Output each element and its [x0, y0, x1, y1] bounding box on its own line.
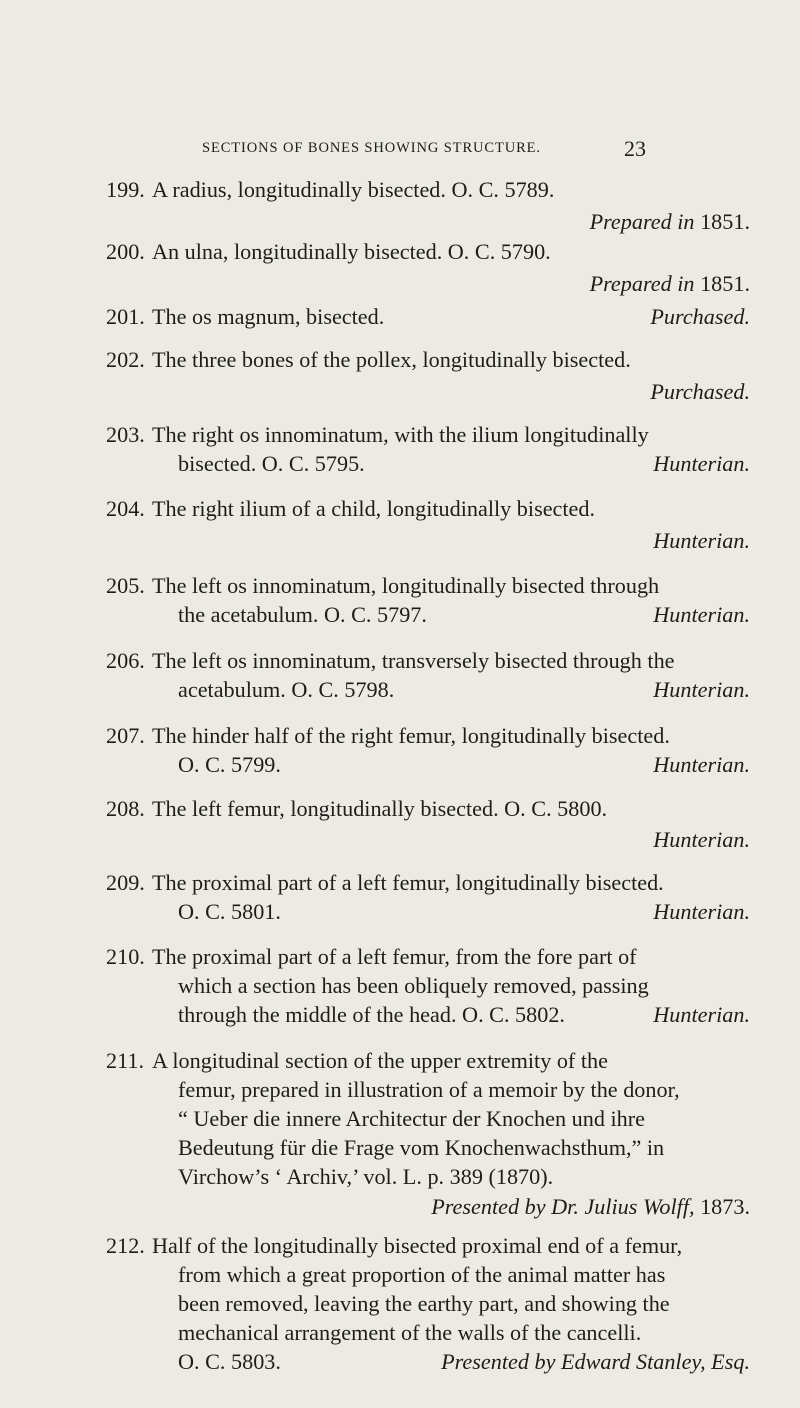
entry-source: Hunterian.	[653, 1002, 750, 1027]
entry-number: 200.	[106, 239, 145, 264]
entry-number: 212.	[106, 1233, 145, 1258]
entry-text: “ Ueber die innere Architectur der Knochen und ihre	[178, 1106, 645, 1131]
entry-source: Prepared in 1851.	[589, 271, 750, 296]
entry-text: femur, prepared in illustration of a memoir by the donor,	[178, 1077, 680, 1102]
entry-number: 206.	[106, 648, 145, 673]
entry-number: 210.	[106, 944, 145, 969]
entry-text: been removed, leaving the earthy part, and showing the	[178, 1291, 670, 1316]
entry-text: through the middle of the head. O. C. 5802.	[178, 1002, 565, 1027]
entry-text: Virchow’s ‘ Archiv,’ vol. L. p. 389 (1870).	[178, 1164, 554, 1189]
entry-text: the acetabulum. O. C. 5797.	[178, 602, 427, 627]
entry-number: 207.	[106, 723, 145, 748]
entry-number: 199.	[106, 177, 145, 202]
entry-source: Hunterian.	[653, 752, 750, 777]
entry-text: A radius, longitudinally bisected. O. C. 5789.	[152, 177, 555, 202]
entry-source: Hunterian.	[653, 528, 750, 553]
entry-text: The os magnum, bisected.	[152, 304, 385, 329]
entry-text: The left os innominatum, longitudinally bisected through	[152, 573, 660, 598]
entry-number: 204.	[106, 496, 145, 521]
entry-source: Prepared in 1851.	[589, 209, 750, 234]
entry-text: Half of the longitudinally bisected proximal end of a femur,	[152, 1233, 683, 1258]
entry-number: 205.	[106, 573, 145, 598]
entry-number: 208.	[106, 796, 145, 821]
entry-number: 201.	[106, 304, 145, 329]
entry-text: The right os innominatum, with the ilium longitudinally	[152, 422, 649, 447]
entry-text: The three bones of the pollex, longitudinally bisected.	[152, 347, 631, 372]
entry-text: acetabulum. O. C. 5798.	[178, 677, 395, 702]
entry-text: An ulna, longitudinally bisected. O. C. 5790.	[152, 239, 551, 264]
entry-source: Presented by Edward Stanley, Esq.	[441, 1349, 750, 1374]
page-header	[0, 138, 800, 162]
entry-text: from which a great proportion of the animal matter has	[178, 1262, 666, 1287]
entry-text: mechanical arrangement of the walls of the cancelli.	[178, 1320, 642, 1345]
entry-text: The proximal part of a left femur, from the fore part of	[152, 944, 637, 969]
entry-source: Hunterian.	[653, 677, 750, 702]
entry-number: 209.	[106, 870, 145, 895]
entry-text: The left femur, longitudinally bisected. O. C. 5800.	[152, 796, 608, 821]
running-title: SECTIONS OF BONES SHOWING STRUCTURE.	[202, 140, 541, 156]
entry-text: The proximal part of a left femur, longitudinally bisected.	[152, 870, 664, 895]
entry-source: Purchased.	[650, 379, 750, 404]
entry-text: O. C. 5803.	[178, 1349, 281, 1374]
entry-number: 202.	[106, 347, 145, 372]
page-number: 23	[624, 136, 646, 161]
entry-number: 203.	[106, 422, 145, 447]
entry-text: The hinder half of the right femur, longitudinally bisected.	[152, 723, 670, 748]
entry-source: Presented by Dr. Julius Wolff, 1873.	[431, 1194, 750, 1219]
entry-source: Hunterian.	[653, 602, 750, 627]
entry-text: O. C. 5799.	[178, 752, 281, 777]
entry-text: The right ilium of a child, longitudinally bisected.	[152, 496, 596, 521]
entry-source: Hunterian.	[653, 451, 750, 476]
entry-source: Hunterian.	[653, 827, 750, 852]
entry-text: bisected. O. C. 5795.	[178, 451, 365, 476]
entry-text: Bedeutung für die Frage vom Knochenwachsthum,” in	[178, 1135, 665, 1160]
entry-text: which a section has been obliquely removed, passing	[178, 973, 649, 998]
entry-text: The left os innominatum, transversely bisected through the	[152, 648, 675, 673]
entry-text: O. C. 5801.	[178, 899, 281, 924]
entry-source: Purchased.	[650, 304, 750, 329]
entry-source: Hunterian.	[653, 899, 750, 924]
entry-number: 211.	[106, 1048, 145, 1073]
entry-text: A longitudinal section of the upper extremity of the	[152, 1048, 608, 1073]
